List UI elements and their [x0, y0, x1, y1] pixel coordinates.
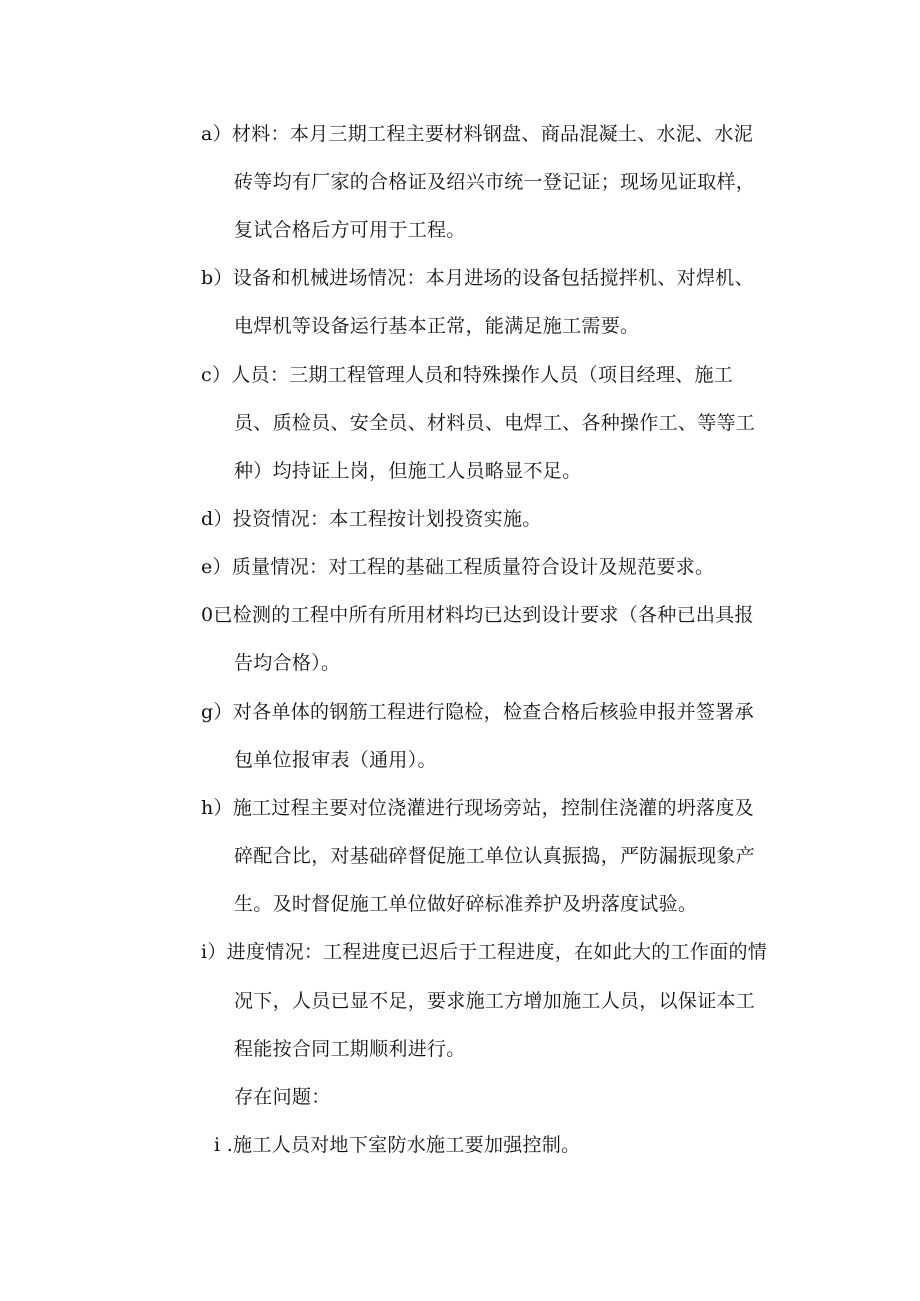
issue-item-1: i .施工人员对地下室防水施工要加强控制。: [214, 1134, 581, 1156]
paragraph-i-line-3: 程能按合同工期顺利进行。: [234, 1038, 466, 1060]
paragraph-d-line-1: d）投资情况：本工程按计划投资实施。: [201, 508, 542, 530]
paragraph-f-line-2: 告均合格）。: [234, 652, 341, 674]
paragraph-c-line-1: c）人员：三期工程管理人员和特殊操作人员（项目经理、施工: [201, 364, 734, 386]
paragraph-a-line-2: 砖等均有厂家的合格证及绍兴市统一登记证；现场见证取样，: [234, 171, 756, 193]
paragraph-h-line-3: 生。及时督促施工单位做好碎标准养护及坍落度试验。: [234, 893, 698, 915]
paragraph-h-line-2: 碎配合比，对基础碎督促施工单位认真振捣，严防漏振现象产: [234, 845, 756, 867]
paragraph-c-line-2: 员、质检员、安全员、材料员、电焊工、各种操作工、等等工: [234, 412, 756, 434]
paragraph-i-line-2: 况下，人员已显不足，要求施工方增加施工人员，以保证本工: [234, 990, 756, 1012]
paragraph-g-line-1: g）对各单体的钢筋工程进行隐检，检查合格后核验申报并签署承: [201, 701, 754, 723]
paragraph-e-line-1: e）质量情况：对工程的基础工程质量符合设计及规范要求。: [201, 556, 715, 578]
paragraph-i-line-1: i）进度情况：工程进度已迟后于工程进度，在如此大的工作面的情: [201, 941, 768, 963]
issues-heading: 存在问题：: [234, 1086, 331, 1108]
paragraph-a-line-3: 复试合格后方可用于工程。: [234, 219, 466, 241]
paragraph-a-line-1: a）材料：本月三期工程主要材料钢盘、商品混凝土、水泥、水泥: [201, 123, 754, 145]
paragraph-c-line-3: 种）均持证上岗，但施工人员略显不足。: [234, 460, 582, 482]
paragraph-b-line-1: b）设备和机械进场情况：本月进场的设备包括搅拌机、对焊机、: [201, 267, 754, 289]
paragraph-f-line-1: 0已检测的工程中所有所用材料均已达到设计要求（各种已出具报: [201, 604, 754, 626]
paragraph-h-line-1: h）施工过程主要对位浇灌进行现场旁站，控制住浇灌的坍落度及: [201, 797, 754, 819]
paragraph-g-line-2: 包单位报审表（通用）。: [234, 749, 437, 771]
paragraph-b-line-2: 电焊机等设备运行基本正常，能满足施工需要。: [234, 315, 640, 337]
